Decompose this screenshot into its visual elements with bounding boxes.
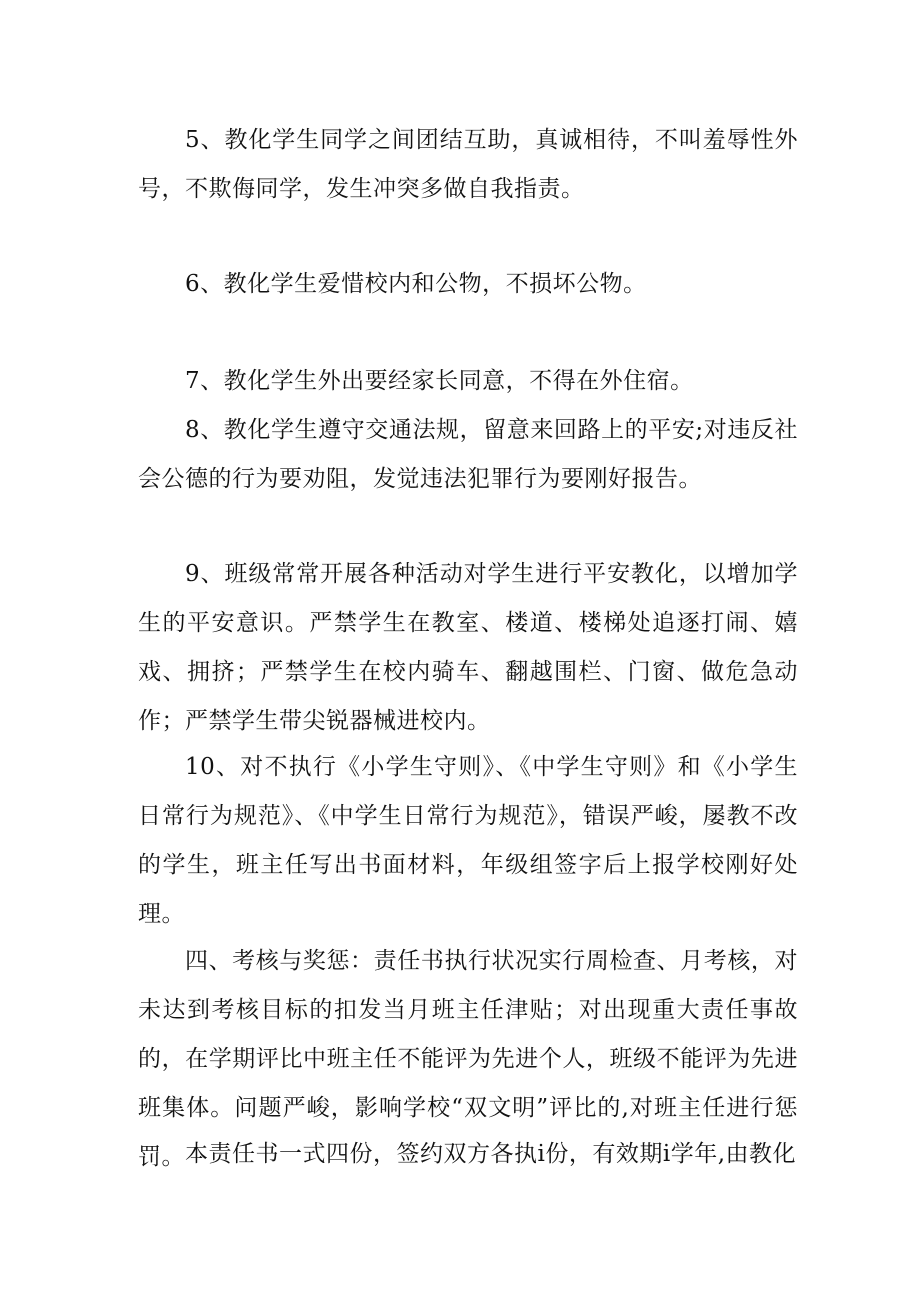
clause-7-paragraph: 7、教化学生外出要经家长同意，不得在外住宿。 [185, 368, 694, 394]
clause-10-paragraph: 10、对不执行《小学生守则》、《中学生守则》和《小学生日常行为规范》、《中学生日常行为规范》，错误严峻，屡教不改的学生，班主任写出书面材料，年级组签字后上报学校刚好处理。 [138, 754, 798, 927]
assessment-section-paragraph: 四、考核与奖惩：责任书执行状况实行周检查、月考核，对未达到考核目标的扣发当月班主任津贴；对出现重大责任事故的，在学期评比中班主任不能评为先进个人，班级不能评为先进班集体。问题严峻，影响学校“双文明”评比的,对班主任进行惩罚。 [138, 948, 798, 1170]
clause-5-paragraph: 5、教化学生同学之间团结互助，真诚相待，不叫羞辱性外号，不欺侮同学，发生冲突多做自我指责。 [138, 127, 798, 202]
clause-8-paragraph: 8、教化学生遵守交通法规，留意来回路上的平安;对违反社会公德的行为要劝阻，发觉违法犯罪行为要刚好报告。 [138, 417, 798, 492]
closing-paragraph: 本责任书一式四份，签约双方各执i份，有效期i学年,由教化 [185, 1141, 797, 1167]
clause-9-paragraph: 9、班级常常开展各种活动对学生进行平安教化，以增加学生的平安意识。严禁学生在教室、楼道、楼梯处追逐打闹、嬉戏、拥挤；严禁学生在校内骑车、翻越围栏、门窗、做危急动作；严禁学生带尖锐器械进校内。 [138, 561, 798, 734]
clause-6-paragraph: 6、教化学生爱惜校内和公物，不损坏公物。 [185, 271, 647, 297]
